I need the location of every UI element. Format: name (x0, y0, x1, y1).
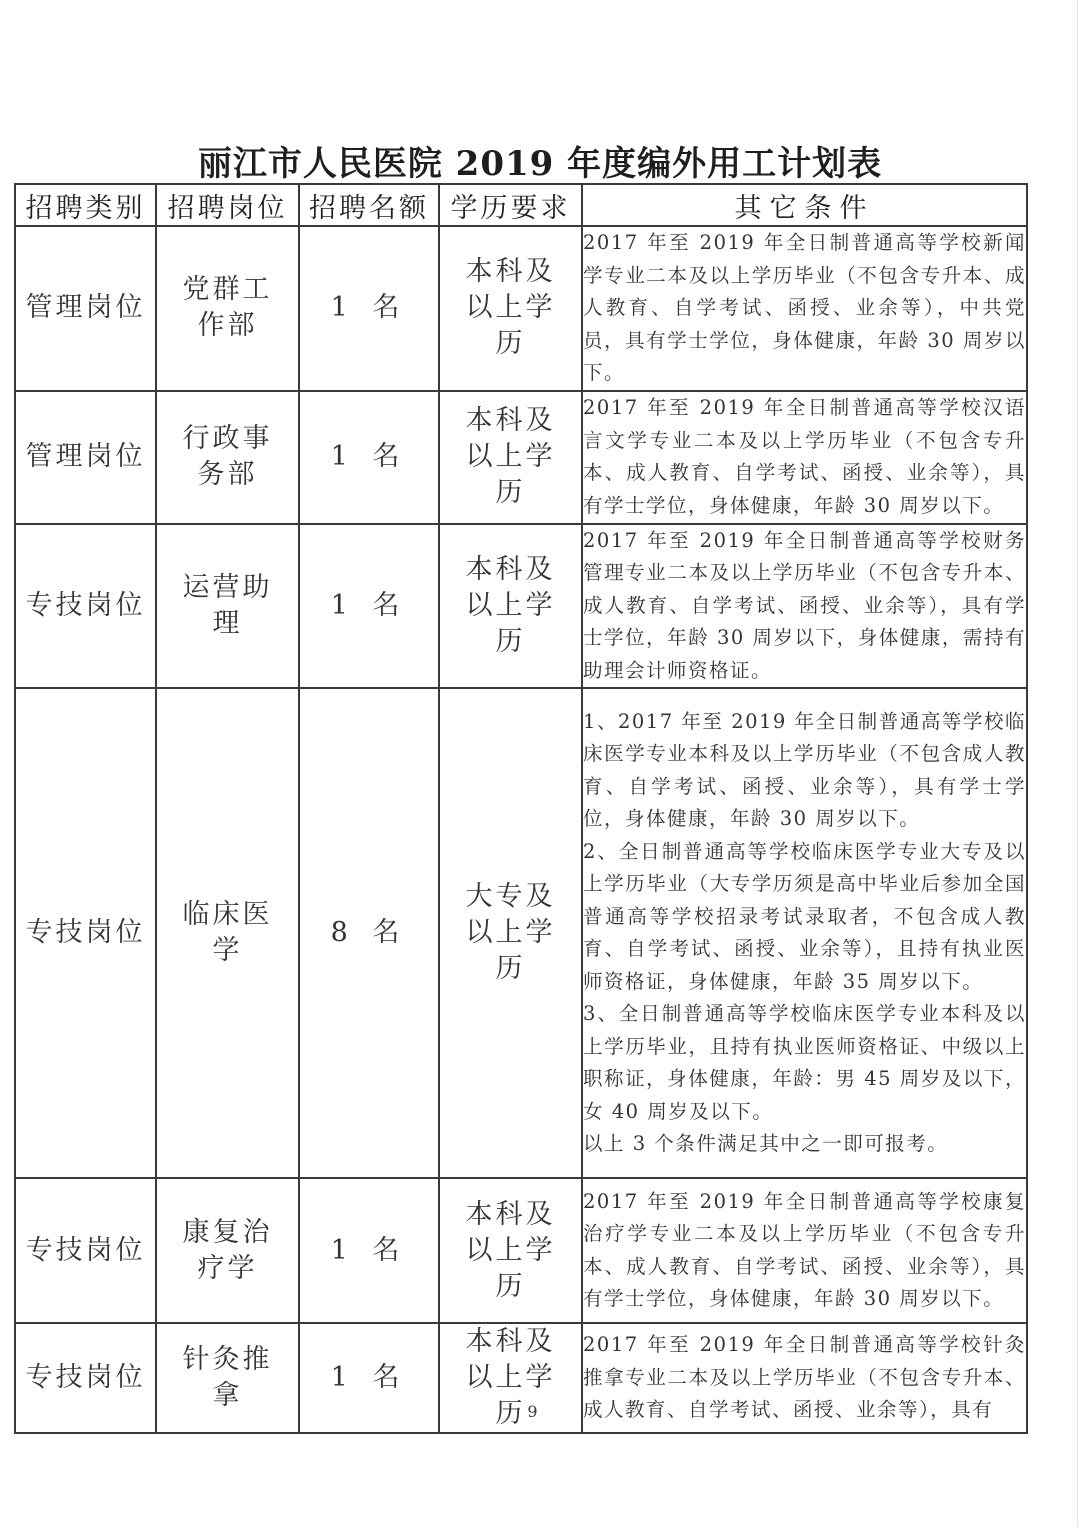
table-row (15, 1178, 1027, 1323)
category-cell: 专技岗位 (15, 524, 156, 689)
page-edge (1077, 0, 1078, 1527)
quota-cell: 1 名 (299, 226, 439, 391)
education-cell (439, 524, 582, 689)
quota-cell: 1 名 (299, 391, 439, 524)
position-label: 针灸推拿 (182, 1344, 273, 1411)
education-label: 本科及以上学历 (465, 256, 556, 360)
category-cell: 专技岗位 (15, 1178, 156, 1323)
table-header-row (15, 184, 1027, 226)
condition-paragraph: 2017 年至 2019 年全日制普通高等学校财务管理专业二本及以上学历毕业（不包含专升本、成人教育、自学考试、函授、业余等），具有学士学位，年龄 30 周岁以下，身体健康，需持有助理会计师资格证。 (583, 528, 1026, 682)
education-label: 本科及以上学历 (465, 405, 556, 508)
table-row (15, 524, 1027, 689)
condition-paragraph-2: 2、全日制普通高等学校临床医学专业大专及以上学历毕业（大专学历须是高中毕业后参加全国普通高等学校招录考试录取者，不包含成人教育、自学考试、函授、业余等），且持有执业医师资格证，身体健康，年龄 35 周岁以下。 (583, 839, 1026, 993)
table-row (15, 226, 1027, 391)
condition-paragraph: 2017 年至 2019 年全日制普通高等学校汉语言文学专业二本及以上学历毕业（不包含专升本、成人教育、自学考试、函授、业余等），具有学士学位，身体健康，年龄 30 周岁以下。 (583, 396, 1026, 517)
education-cell (439, 391, 582, 524)
position-label: 康复治疗学 (182, 1216, 273, 1284)
header-category: 招聘类别 (15, 184, 156, 226)
education-label: 大专及以上学历 (465, 881, 556, 984)
condition-paragraph: 2017 年至 2019 年全日制普通高等学校新闻学专业二本及以上学历毕业（不包含专升本、成人教育、自学考试、函授、业余等），中共党员，具有学士学位，身体健康，年龄 30 周岁以下。 (583, 231, 1026, 384)
quota-cell: 1 名 (299, 524, 439, 689)
education-cell (439, 1178, 582, 1323)
table-row (15, 688, 1027, 1178)
condition-note: 以上 3 个条件满足其中之一即可报考。 (583, 1132, 949, 1155)
condition-paragraph: 2017 年至 2019 年全日制普通高等学校针灸推拿专业二本及以上学历毕业（不包含专升本、成人教育、自学考试、函授、业余等），具有 (583, 1333, 1026, 1422)
recruitment-plan-table (14, 183, 1028, 1434)
conditions-cell (582, 226, 1027, 391)
category-cell: 管理岗位 (15, 226, 156, 391)
quota-cell: 1 名 (299, 1178, 439, 1323)
conditions-cell (582, 391, 1027, 524)
header-quota: 招聘名额 (299, 184, 439, 226)
position-cell (156, 391, 299, 524)
conditions-cell (582, 524, 1027, 689)
position-cell (156, 524, 299, 689)
position-label: 临床医学 (182, 899, 273, 966)
header-conditions: 其它条件 (582, 184, 1027, 226)
category-cell: 专技岗位 (15, 688, 156, 1178)
position-cell (156, 226, 299, 391)
position-cell (156, 1178, 299, 1323)
header-position: 招聘岗位 (156, 184, 299, 226)
header-education: 学历要求 (439, 184, 582, 226)
conditions-cell (582, 1178, 1027, 1323)
condition-paragraph-1: 1、2017 年至 2019 年全日制普通高等学校临床医学专业本科及以上学历毕业（不包含成人教育、自学考试、函授、业余等），具有学士学位，身体健康，年龄 30 周岁以下。 (583, 709, 1026, 830)
position-cell (156, 688, 299, 1178)
document-title: 丽江市人民医院 2019 年度编外用工计划表 (197, 144, 883, 184)
position-label: 党群工作部 (182, 274, 273, 342)
position-label: 行政事务部 (182, 423, 273, 490)
category-cell: 管理岗位 (15, 391, 156, 524)
quota-cell: 8 名 (299, 688, 439, 1178)
conditions-cell (582, 688, 1027, 1178)
education-cell (439, 226, 582, 391)
condition-paragraph-3: 3、全日制普通高等学校临床医学专业本科及以上学历毕业，且持有执业医师资格证、中级以上职称证，身体健康，年龄：男 45 周岁及以下，女 40 周岁及以下。 (583, 1002, 1026, 1123)
quota-cell: 1 名 (299, 1323, 439, 1433)
condition-paragraph: 2017 年至 2019 年全日制普通高等学校康复治疗学专业二本及以上学历毕业（不包含专升本、成人教育、自学考试、函授、业余等），具有学士学位，身体健康，年龄 30 周岁以下。 (583, 1189, 1026, 1310)
position-label: 运营助理 (182, 571, 273, 639)
category-cell: 专技岗位 (15, 1323, 156, 1433)
education-cell (439, 688, 582, 1178)
education-label: 本科及以上学历 (465, 1198, 556, 1302)
table-row (15, 391, 1027, 524)
education-label: 本科及以上学历 (465, 1326, 556, 1429)
page-number: 9 (527, 1402, 538, 1421)
education-label: 本科及以上学历 (465, 553, 556, 657)
